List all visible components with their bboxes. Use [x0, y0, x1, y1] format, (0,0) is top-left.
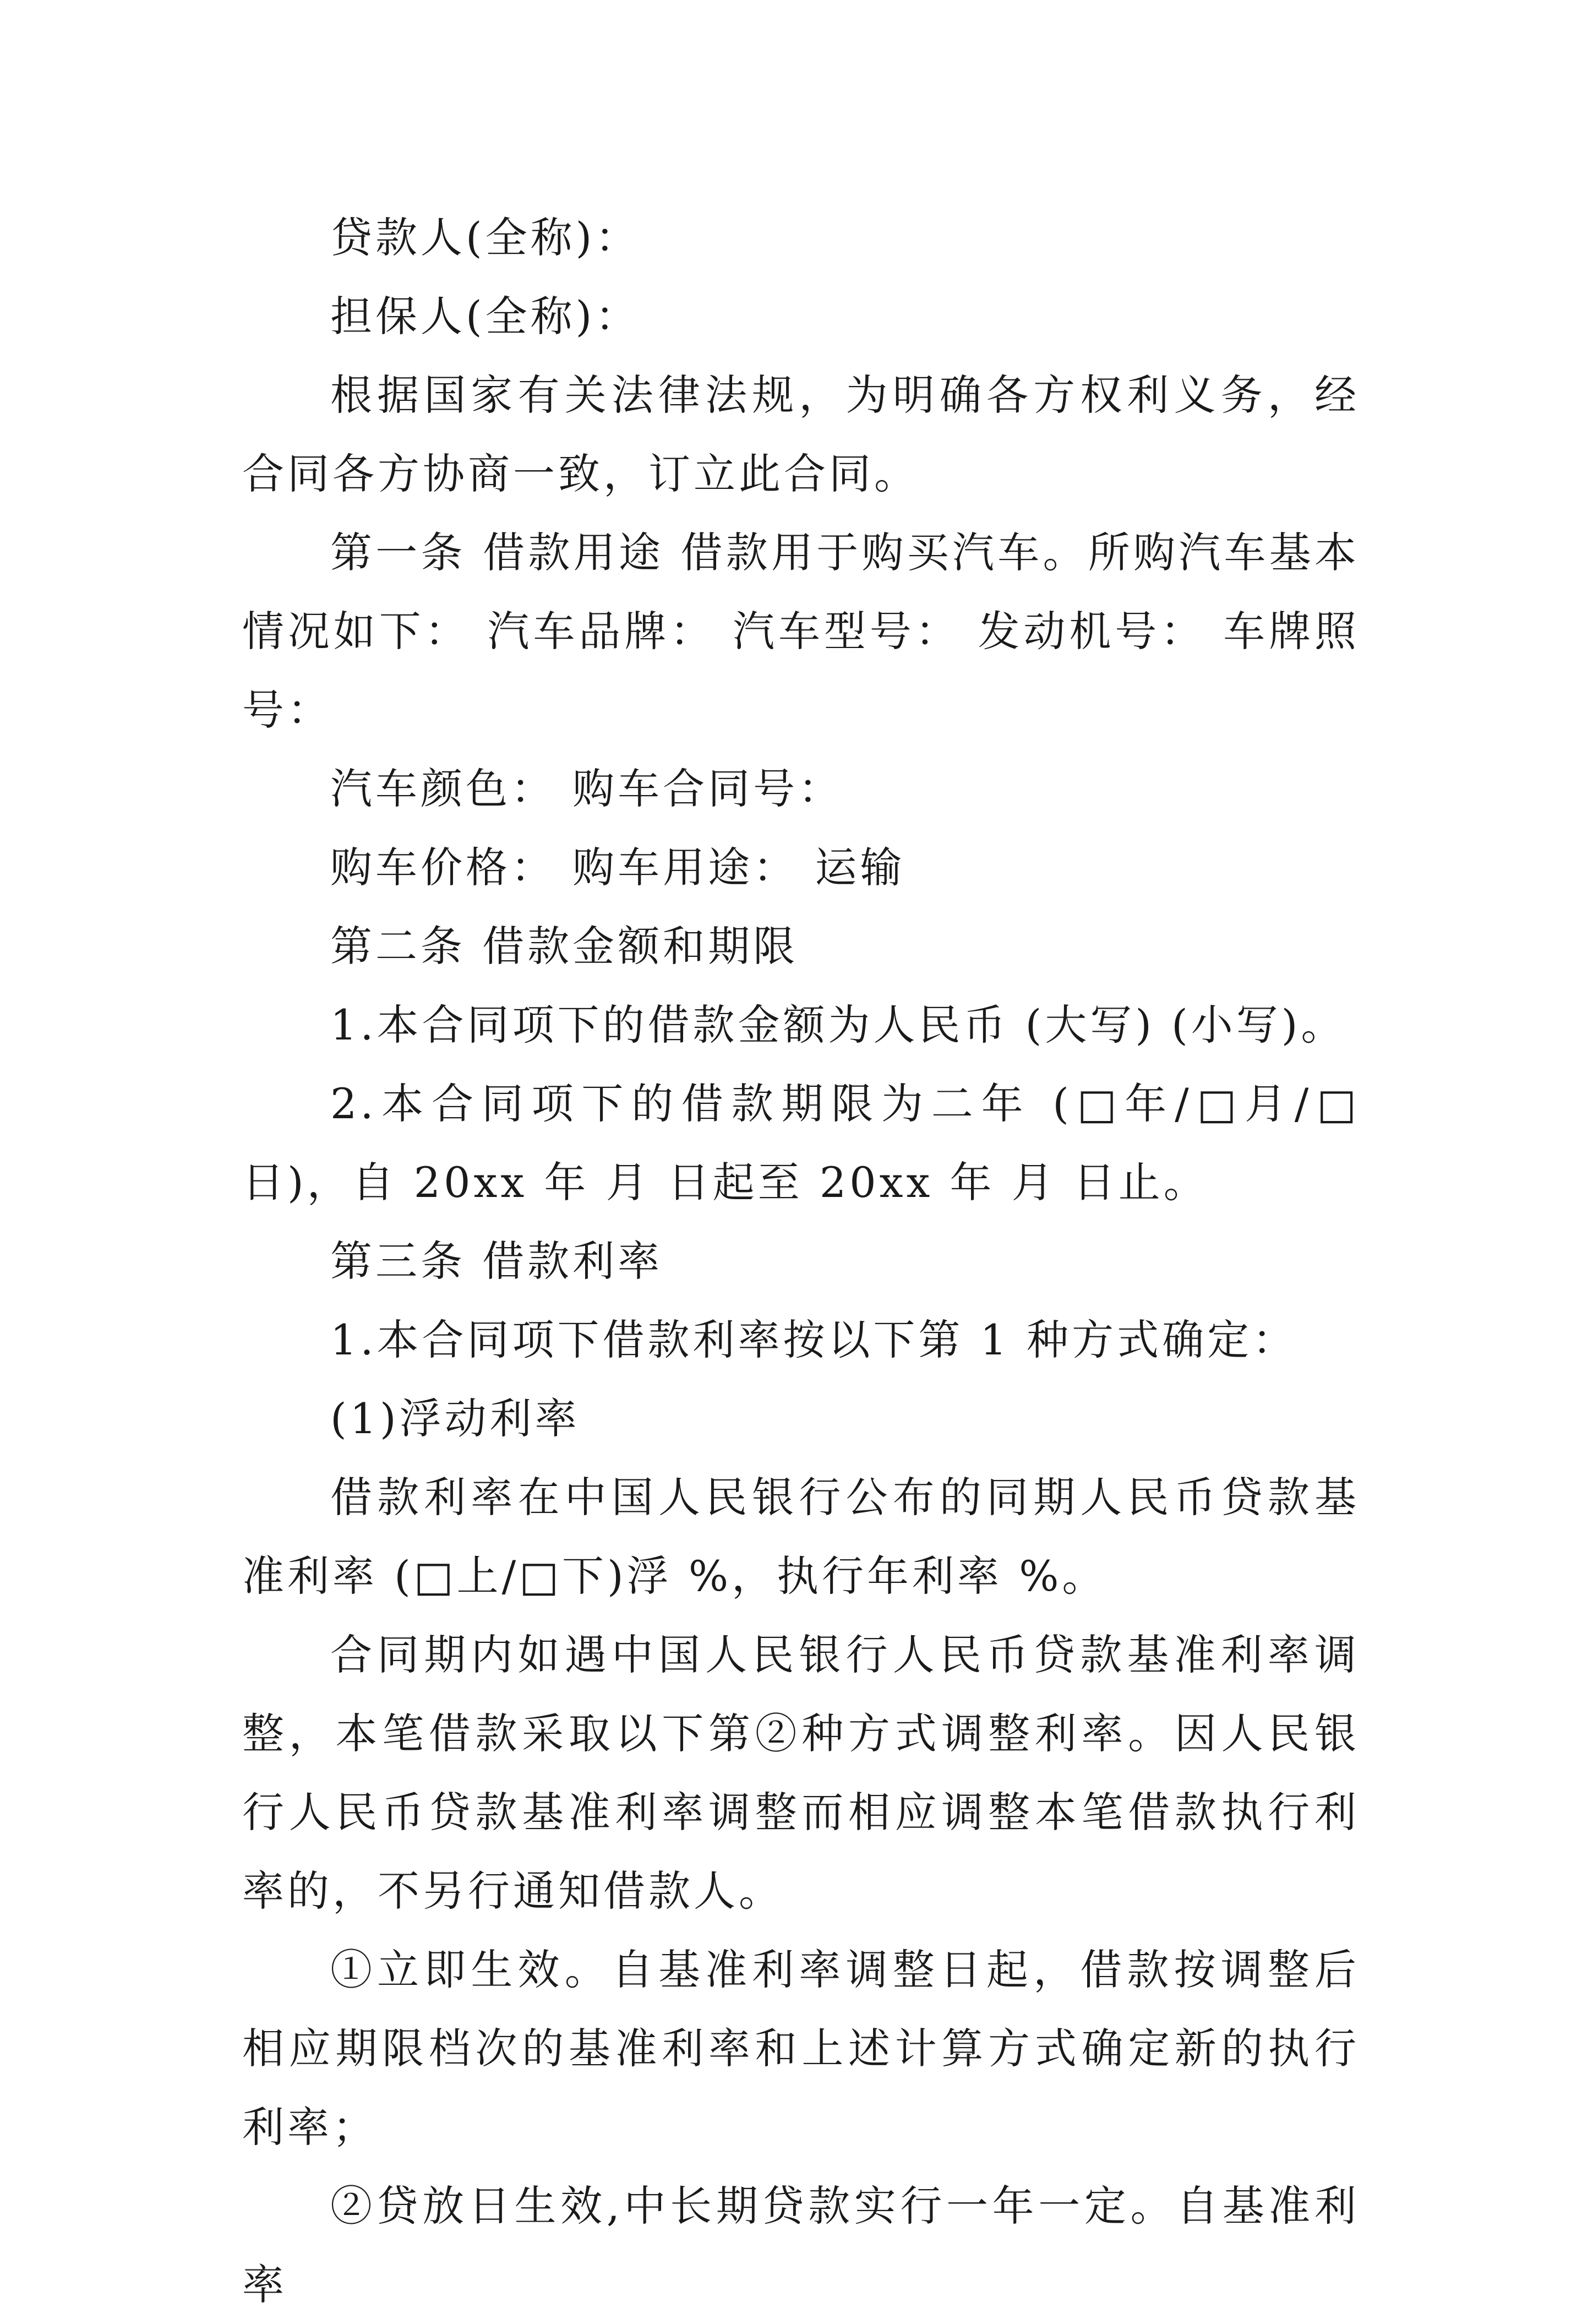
option-one-paragraph: ①立即生效。自基准利率调整日起，借款按调整后相应期限档次的基准利率和上述计算方式确定新的执行利率；: [242, 1945, 1360, 2152]
loan-term-clause: 2.本合同项下的借款期限为二年 (□年/□月/□日)，自 20xx 年 月 日起至 20xx 年 月 日止。: [242, 1079, 1360, 1207]
car-price-line: 购车价格： 购车用途： 运输: [330, 843, 905, 892]
guarantor-name-line: 担保人(全称)：: [330, 292, 641, 341]
contract-body: [242, 198, 1360, 2324]
option-two-paragraph: ②贷放日生效,中长期贷款实行一年一定。自基准利率: [242, 2181, 1360, 2309]
preamble-paragraph: 根据国家有关法律法规，为明确各方权利义务，经合同各方协商一致，订立此合同。: [242, 371, 1360, 498]
loan-amount-clause: 1.本合同项下的借款金额为人民币 (大写) (小写)。: [330, 1000, 1346, 1049]
car-color-line: 汽车颜色： 购车合同号：: [330, 764, 844, 813]
article-three-heading: 第三条 借款利率: [330, 1237, 663, 1286]
rate-adjustment-paragraph: 合同期内如遇中国人民银行人民币贷款基准利率调整，本笔借款采取以下第②种方式调整利率。因人民银行人民币贷款基准利率调整而相应调整本笔借款执行利率的，不另行通知借款人。: [242, 1630, 1360, 1915]
interest-method-clause: 1.本合同项下借款利率按以下第 1 种方式确定：: [330, 1315, 1298, 1364]
article-one-paragraph: 第一条 借款用途 借款用于购买汽车。所购汽车基本情况如下： 汽车品牌： 汽车型号： 发动机号： 车牌照号：: [242, 528, 1360, 734]
lender-name-line: 贷款人(全称)：: [330, 213, 641, 262]
article-two-heading: 第二条 借款金额和期限: [330, 922, 799, 971]
floating-rate-heading: (1)浮动利率: [330, 1394, 580, 1443]
floating-rate-paragraph: 借款利率在中国人民银行公布的同期人民币贷款基准利率 (□上/□下)浮 %，执行年利率 %。: [242, 1473, 1360, 1601]
